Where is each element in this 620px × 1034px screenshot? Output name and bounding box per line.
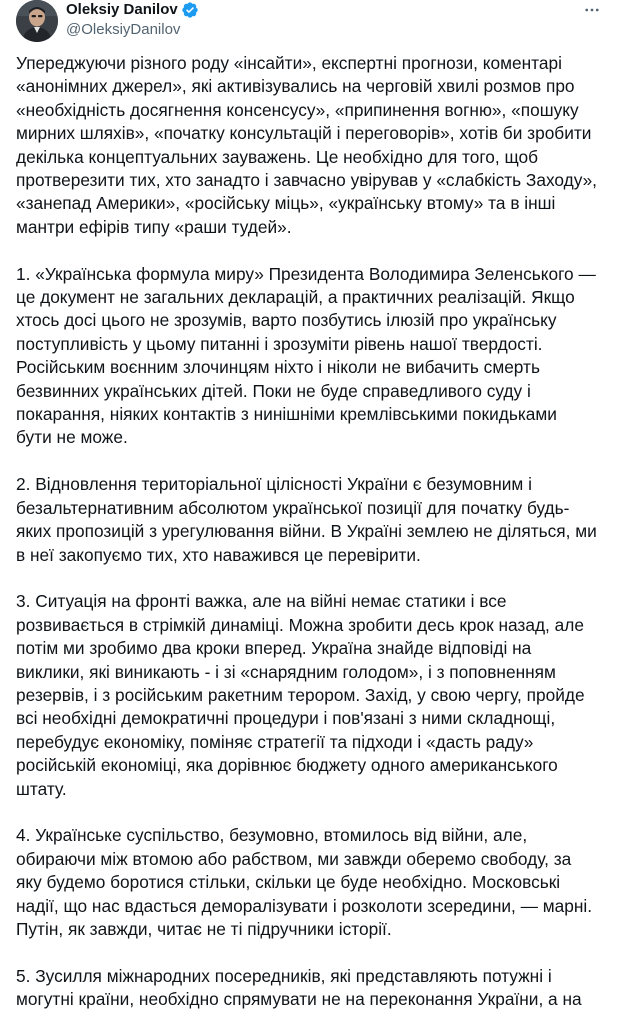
avatar[interactable]	[16, 0, 58, 42]
tweet-paragraph-5: 5. Зусилля міжнародних посередників, які представляють потужні і могутні країни, необхідно спрямувати не на переконання України, а на	[16, 965, 582, 1010]
author-handle[interactable]: @OleksiyDanilov	[66, 21, 181, 38]
tweet-header	[0, 0, 620, 50]
tweet-text	[16, 52, 612, 1034]
tweet-paragraph-3: 3. Ситуація на фронті важка, але на війні немає статики і все розвивається в стрімкій динаміці. Можна зробити десь крок назад, але потім ми зробимо два кроки вперед. Україна знайде відповіді на виклики, які виникають - і зі «снарядним голодом», і з поповненням резервів, і з російським ракетним терором. Захід, у свою чергу, пройде всі необхідні демократичні процедури і пов'язані з ними складнощі, перебудує економіку, поміняє стратегії та підходи і «дасть раду» російській економіці, яка дорівнює бюджету одного американського штату.	[16, 591, 585, 799]
tweet-paragraph-1: 1. «Українська формула миру» Президента Володимира Зеленського — це документ не загальних декларацій, а практичних реалізацій. Якщо хтось досі цього не зрозумів, варто позбутись ілюзій про українську поступливість у цьому питанні і зрозуміти рівень нашої твердості. Російським воєнним злочинцям ніхто і ніколи не вибачить смерть безвинних українських дітей. Поки не буде справедливого суду і покарання, ніяких контактів з нинішніми кремлівськими покидьками бути не може.	[16, 263, 596, 448]
author-name[interactable]: Oleksiy Danilov	[66, 1, 178, 18]
verified-badge-icon	[181, 1, 199, 19]
tweet-paragraph-4: 4. Українське суспільство, безумовно, втомилось від війни, але, обираючи між втомою або рабством, ми завжди оберемо свободу, за яку будемо боротися стільки, скільки це буде необхідно. Московські надії, що нас вдасться деморалізувати і розколоти зсередини, — марні. Путін, як завжди, читає не ті підручники історії.	[16, 825, 593, 939]
tweet-paragraph-intro: Упереджуючи різного роду «інсайти», експертні прогнози, коментарі «анонімних джерел», які активізувались на черговій хвилі розмов про «необхідність досягнення консенсусу», «припинення вогню», «пошуку мирних шляхів», «початку консультацій і переговорів», хотів би зробити декілька концептуальних зауважень. Це необхідно для того, щоб протверезити тих, хто занадто і завчасно увірував у «слабкість Заходу», «занепад Америки», «російську міць», «українську втому» та в інші мантри ефірів типу «раши тудей».	[16, 53, 597, 237]
name-row	[66, 0, 199, 20]
more-options-icon[interactable]	[580, 0, 604, 20]
avatar-photo	[16, 0, 58, 42]
tweet-paragraph-2: 2. Відновлення територіальної цілісності України є безумовним і безальтернативним абсолютом української позиції для початку будь- яких пропозицій з урегулювання війни. В Україні землею не діляться, ми в неї закопуємо тих, хто наважився це перевірити.	[16, 474, 597, 565]
